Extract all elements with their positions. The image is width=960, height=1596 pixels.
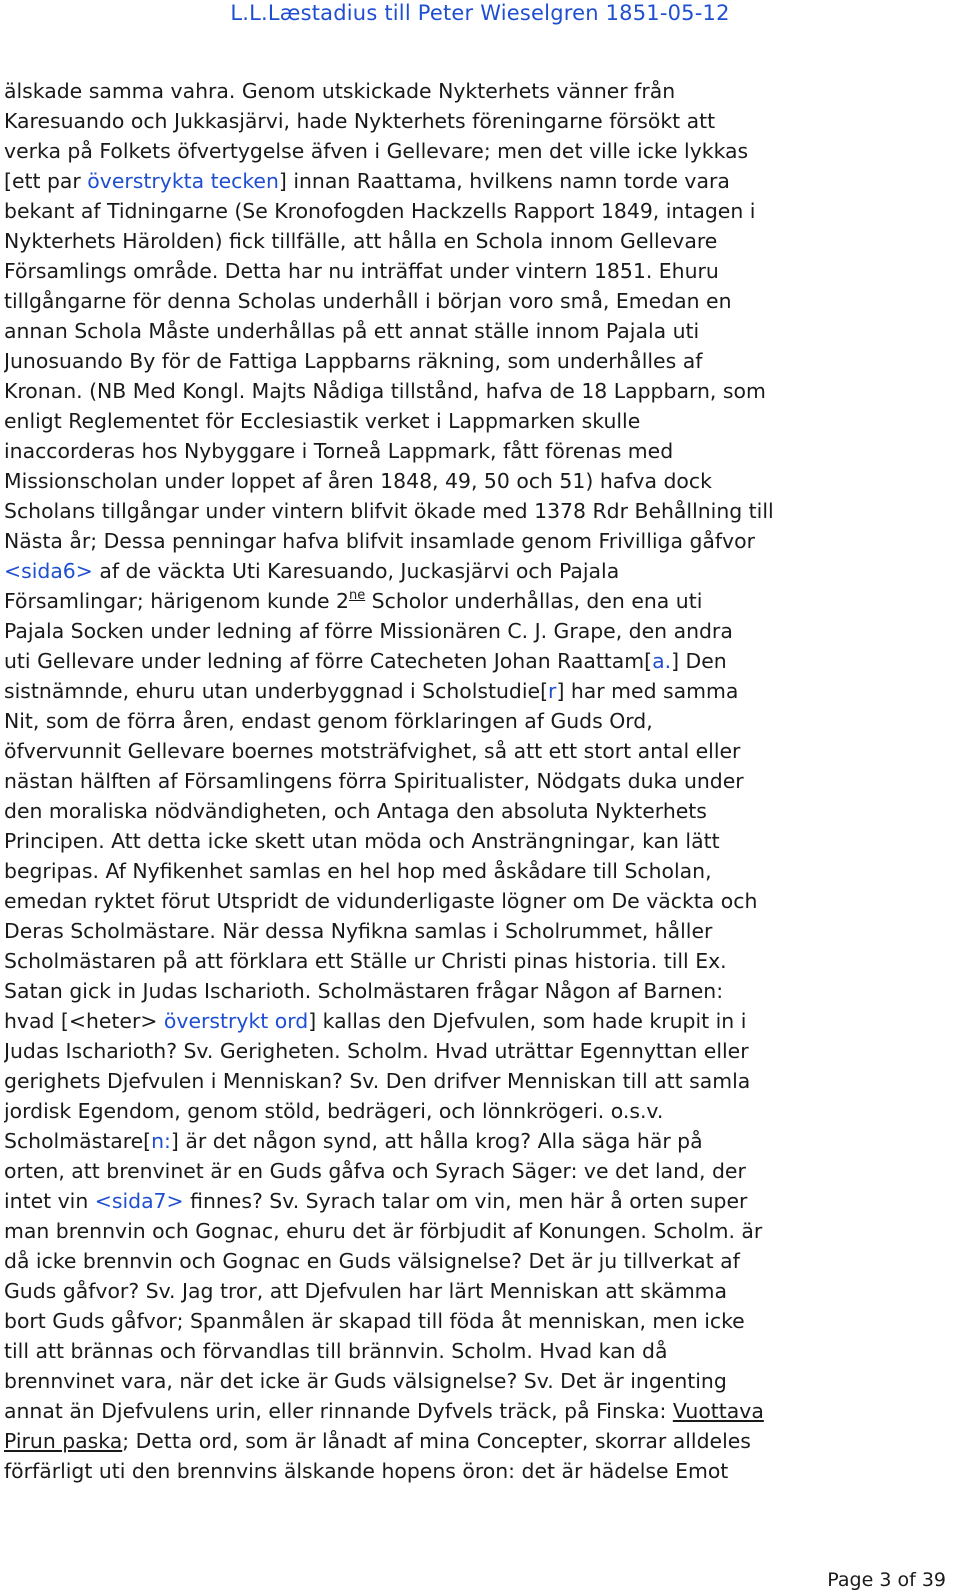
text-line [4,826,956,856]
text-segment: den moraliska nödvändigheten, och Antaga den absoluta Nykterhets [4,799,707,823]
text-segment: annat än Djefvulens urin, eller rinnande Dyfvels träck, på Finska: [4,1399,673,1423]
editorial-note: n: [151,1129,171,1153]
text-line [4,976,956,1006]
text-segment: man brennvin och Gognac, ehuru det är förbjudit af Konungen. Scholm. är [4,1219,763,1243]
text-segment: jordisk Egendom, genom stöld, bedrägeri, och lönnkrögeri. o.s.v. [4,1099,664,1123]
text-line [4,1396,956,1426]
text-segment: annan Schola Måste underhållas på ett annat ställe innom Pajala uti [4,319,700,343]
text-line [4,946,956,976]
editorial-note: r [548,679,557,703]
text-line [4,586,956,616]
text-segment: Karesuando och Jukkasjärvi, hade Nykterhets föreningarne försökt att [4,109,716,133]
text-line [4,1096,956,1126]
text-segment: Guds gåfvor? Sv. Jag tror, att Djefvulen har lärt Menniskan att skämma [4,1279,728,1303]
text-segment: finnes? Sv. Syrach talar om vin, men här å orten super [183,1189,748,1213]
editorial-note: överstrykta tecken [87,169,279,193]
text-segment: ] Den [671,649,727,673]
text-line [4,796,956,826]
text-segment: ; Detta ord, som är lånadt af mina Concepter, skorrar alldeles [122,1429,751,1453]
text-segment: Missionscholan under loppet af åren 1848, 49, 50 och 51) hafva dock [4,469,712,493]
text-segment: älskade samma vahra. Genom utskickade Nykterhets vänner från [4,79,676,103]
text-segment: begripas. Af Nyfikenhet samlas en hel hop med åskådare till Scholan, [4,859,712,883]
text-line [4,676,956,706]
editorial-note: <sida6> [4,559,93,583]
text-line [4,1336,956,1366]
letter-body [4,76,956,1486]
text-segment: Junosuando By för de Fattiga Lappbarns räkning, som underhålles af [4,349,703,373]
text-segment: nästan hälften af Församlingens förra Spiritualister, Nödgats duka under [4,769,744,793]
text-line [4,1246,956,1276]
text-line [4,856,956,886]
text-segment: brennvinet vara, när det icke är Guds välsignelse? Sv. Det är ingenting [4,1369,727,1393]
text-segment: enligt Reglementet för Ecclesiastik verket i Lappmarken skulle [4,409,641,433]
editorial-note: överstrykt ord [163,1009,309,1033]
text-line [4,496,956,526]
text-segment: bekant af Tidningarne (Se Kronofogden Hackzells Rapport 1849, intagen i [4,199,756,223]
text-segment: sistnämnde, ehuru utan underbyggnad i Scholstudie[ [4,679,549,703]
text-line [4,136,956,166]
page-number: Page 3 of 39 [827,1569,946,1591]
text-line [4,286,956,316]
text-segment: ] är det någon synd, att hålla krog? Alla säga här på [170,1129,703,1153]
text-line [4,916,956,946]
text-segment: Scholmästaren på att förklara ett Ställe ur Christi pinas historia. till Ex. [4,949,727,973]
document-title: L.L.Læstadius till Peter Wieselgren 1851-05-12 [230,1,730,25]
underlined-text: Vuottava [672,1399,764,1423]
text-line [4,1156,956,1186]
text-segment: Principen. Att detta icke skett utan möda och Ansträngningar, kan lätt [4,829,720,853]
text-segment: gerighets Djefvulen i Menniskan? Sv. Den drifver Menniskan till att samla [4,1069,751,1093]
text-line [4,76,956,106]
text-segment: ] har med samma [556,679,739,703]
text-line [4,886,956,916]
text-segment: Scholans tillgångar under vintern blifvit ökade med 1378 Rdr Behållning till [4,499,774,523]
text-segment: Judas Ischarioth? Sv. Gerigheten. Scholm. Hvad uträttar Egennyttan eller [4,1039,749,1063]
text-line [4,406,956,436]
text-line [4,436,956,466]
text-line [4,1306,956,1336]
text-line [4,736,956,766]
text-segment: ] innan Raattama, hvilkens namn torde vara [278,169,730,193]
text-line [4,106,956,136]
text-segment: förfärligt uti den brennvins älskande hopens öron: det är hädelse Emot [4,1459,729,1483]
text-segment: intet vin [4,1189,95,1213]
text-line [4,346,956,376]
text-line [4,1006,956,1036]
text-line [4,1036,956,1066]
text-segment: Församlingar; härigenom kunde 2 [4,589,349,613]
superscript: ne [348,588,366,603]
text-line [4,466,956,496]
text-segment: till att brännas och förvandlas till brännvin. Scholm. Hvad kan då [4,1339,668,1363]
text-segment: inaccorderas hos Nybyggare i Torneå Lappmark, fått förenas med [4,439,674,463]
text-segment: emedan ryktet förut Utspridt de vidunderligaste lögner om De väckta och [4,889,758,913]
page-header [0,0,960,26]
underlined-text: Pirun paska [4,1429,123,1453]
text-line [4,1186,956,1216]
text-segment: Nykterhets Härolden) fick tillfälle, att hålla en Schola innom Gellevare [4,229,718,253]
text-line [4,616,956,646]
text-segment: Pajala Socken under ledning af förre Missionären C. J. Grape, den andra [4,619,733,643]
text-line [4,766,956,796]
text-segment: Satan gick in Judas Ischarioth. Scholmästaren frågar Någon af Barnen: [4,979,724,1003]
text-segment: verka på Folkets öfvertygelse äfven i Gellevare; men det ville icke lykkas [4,139,749,163]
text-segment: Scholor underhållas, den ena uti [365,589,703,613]
text-line [4,1456,956,1486]
text-segment: Församlings område. Detta har nu inträffat under vintern 1851. Ehuru [4,259,719,283]
text-segment: då icke brennvin och Gognac en Guds välsignelse? Det är ju tillverkat af [4,1249,740,1273]
text-segment: af de väckta Uti Karesuando, Juckasjärvi och Pajala [92,559,620,583]
text-line [4,646,956,676]
editorial-note: <sida7> [94,1189,184,1213]
text-segment: [ett par [4,169,88,193]
text-line [4,1366,956,1396]
text-line [4,526,956,556]
text-line [4,226,956,256]
text-line [4,316,956,346]
text-segment: Scholmästare[ [4,1129,152,1153]
text-segment: Deras Scholmästare. När dessa Nyfikna samlas i Scholrummet, håller [4,919,713,943]
text-line [4,256,956,286]
text-segment: Nästa år; Dessa penningar hafva blifvit insamlade genom Frivilliga gåfvor [4,529,755,553]
text-line [4,376,956,406]
text-segment: orten, att brenvinet är en Guds gåfva och Syrach Säger: ve det land, der [4,1159,746,1183]
text-line [4,196,956,226]
text-segment: ] kallas den Djefvulen, som hade krupit in i [308,1009,747,1033]
text-line [4,706,956,736]
text-line [4,556,956,586]
text-line [4,1276,956,1306]
text-line [4,1066,956,1096]
text-segment: tillgångarne för denna Scholas underhåll i början voro små, Emedan en [4,289,732,313]
text-line [4,1426,956,1456]
text-segment: Nit, som de förra åren, endast genom förklaringen af Guds Ord, [4,709,653,733]
editorial-note: a. [652,649,672,673]
text-line [4,166,956,196]
text-segment: bort Guds gåfvor; Spanmålen är skapad till föda åt menniskan, men icke [4,1309,745,1333]
text-segment: Kronan. (NB Med Kongl. Majts Nådiga tillstånd, hafva de 18 Lappbarn, som [4,379,766,403]
text-segment: hvad [<heter> [4,1009,164,1033]
text-line [4,1126,956,1156]
text-line [4,1216,956,1246]
text-segment: öfvervunnit Gellevare boernes motsträfvighet, så att ett stort antal eller [4,739,741,763]
text-segment: uti Gellevare under ledning af förre Catecheten Johan Raattam[ [4,649,653,673]
